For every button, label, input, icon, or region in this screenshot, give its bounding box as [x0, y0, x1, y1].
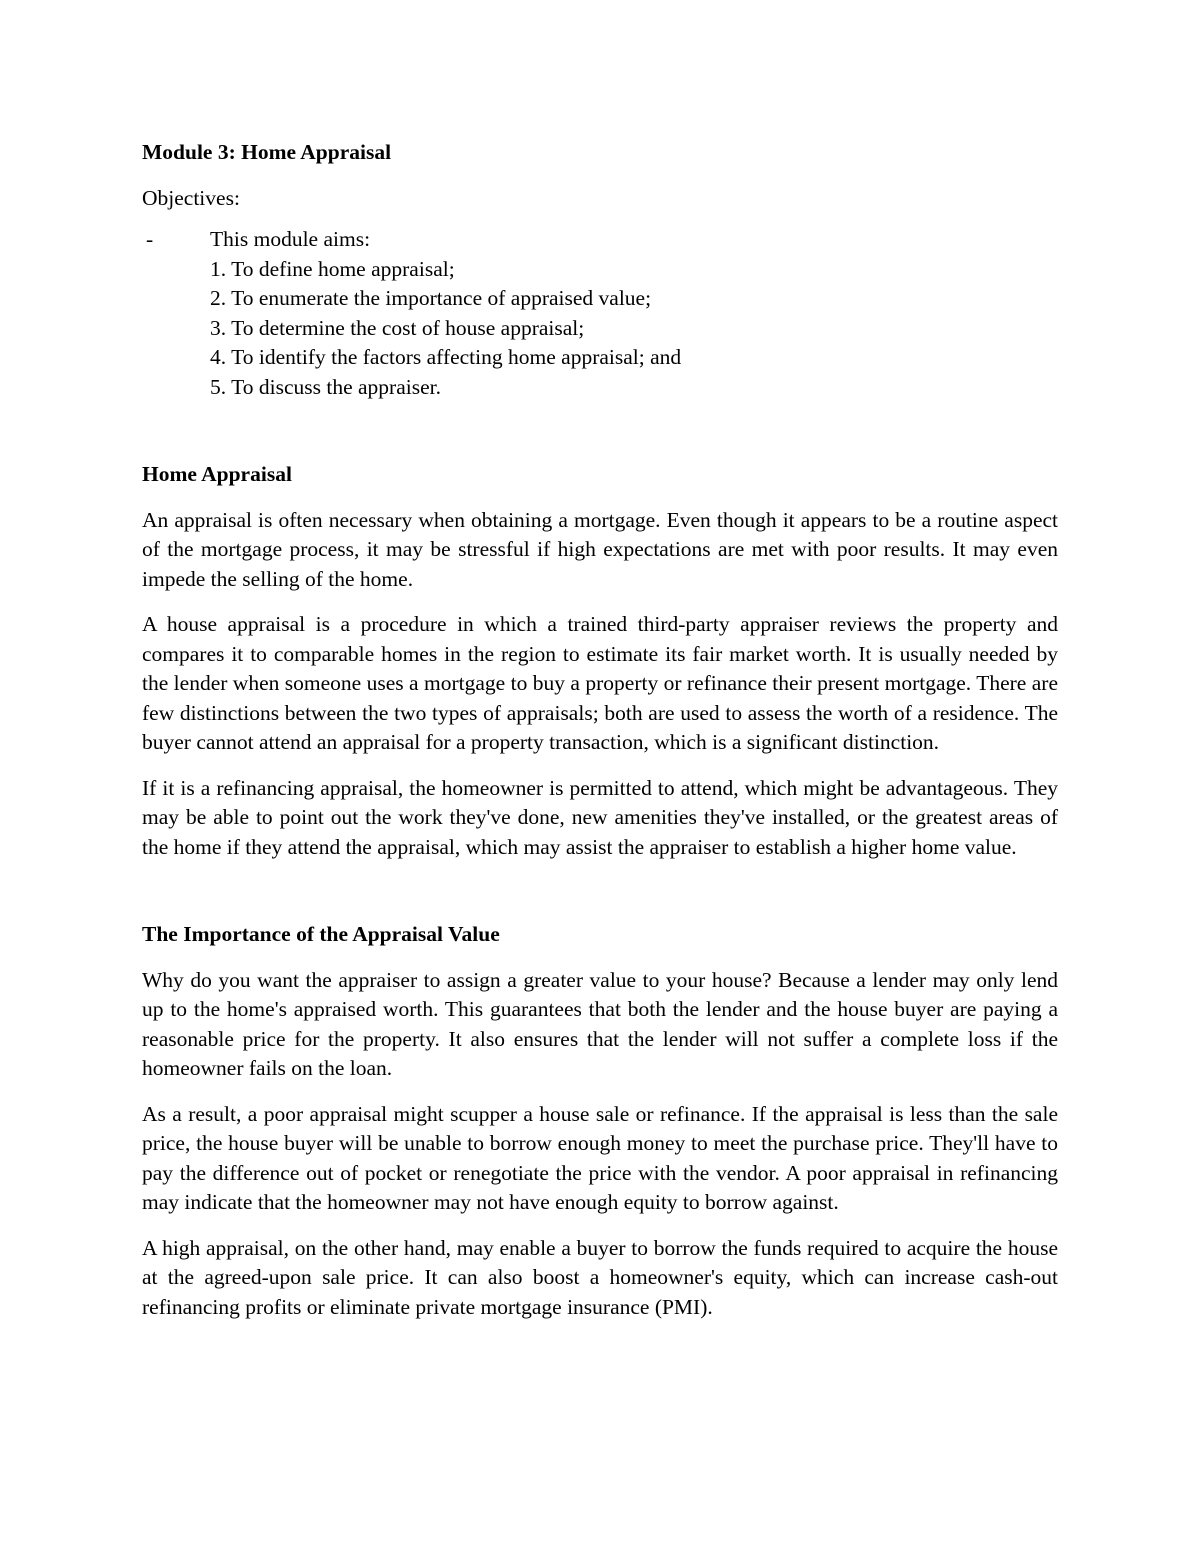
paragraph: An appraisal is often necessary when obtaining a mortgage. Even though it appears to be a routine aspect of the mortgage process, it may be stressful if high expectations are met with poor results. It may even impede the selling of the home. [142, 507, 1058, 591]
objectives-intro [142, 225, 1058, 255]
paragraph: Why do you want the appraiser to assign a greater value to your house? Because a lender may only lend up to the home's appraised worth. This guarantees that both the lender and the house buyer are paying a reasonable price for the property. It also ensures that the lender will not suffer a complete loss if the homeowner fails on the loan. [142, 967, 1058, 1080]
paragraph: As a result, a poor appraisal might scupper a house sale or refinance. If the appraisal is less than the sale price, the house buyer will be unable to borrow enough money to meet the purchase price. They'll have to pay the difference out of pocket or renegotiate the price with the vendor. A poor appraisal in refinancing may indicate that the homeowner may not have enough equity to borrow against. [142, 1101, 1058, 1214]
objectives-label: Objectives: [142, 185, 240, 210]
bullet-dash: - [146, 227, 154, 251]
objective-item: 1. To define home appraisal; [210, 256, 455, 281]
section-home-appraisal [142, 460, 1058, 862]
section-heading: The Importance of the Appraisal Value [142, 922, 500, 946]
objective-item: 3. To determine the cost of house appraisal; [210, 315, 585, 340]
module-title: Module 3: Home Appraisal [142, 140, 392, 164]
section-importance-of-appraisal-value [142, 920, 1058, 1322]
objectives-intro-text: This module aims: [210, 227, 371, 251]
section-heading: Home Appraisal [142, 462, 292, 486]
paragraph: A high appraisal, on the other hand, may enable a buyer to borrow the funds required to acquire the house at the agreed-upon sale price. It can also boost a homeowner's equity, which can increase cash-out refinancing profits or eliminate private mortgage insurance (PMI). [142, 1235, 1058, 1319]
paragraph: If it is a refinancing appraisal, the homeowner is permitted to attend, which might be advantageous. They may be able to point out the work they've done, new amenities they've installed, or the greatest areas of the home if they attend the appraisal, which may assist the appraiser to establish a higher home value. [142, 775, 1058, 859]
paragraph: A house appraisal is a procedure in which a trained third-party appraiser reviews the property and compares it to comparable homes in the region to estimate its fair market worth. It is usually needed by the lender when someone uses a mortgage to buy a property or refinance their present mortgage. There are few distinctions between the two types of appraisals; both are used to assess the worth of a residence. The buyer cannot attend an appraisal for a property transaction, which is a significant distinction. [142, 612, 1058, 754]
objective-item: 5. To discuss the appraiser. [210, 374, 441, 399]
objective-item: 2. To enumerate the importance of appraised value; [210, 286, 652, 310]
page-content [142, 138, 1058, 1322]
objective-item: 4. To identify the factors affecting home appraisal; and [210, 345, 682, 369]
objectives-list [142, 255, 1058, 403]
